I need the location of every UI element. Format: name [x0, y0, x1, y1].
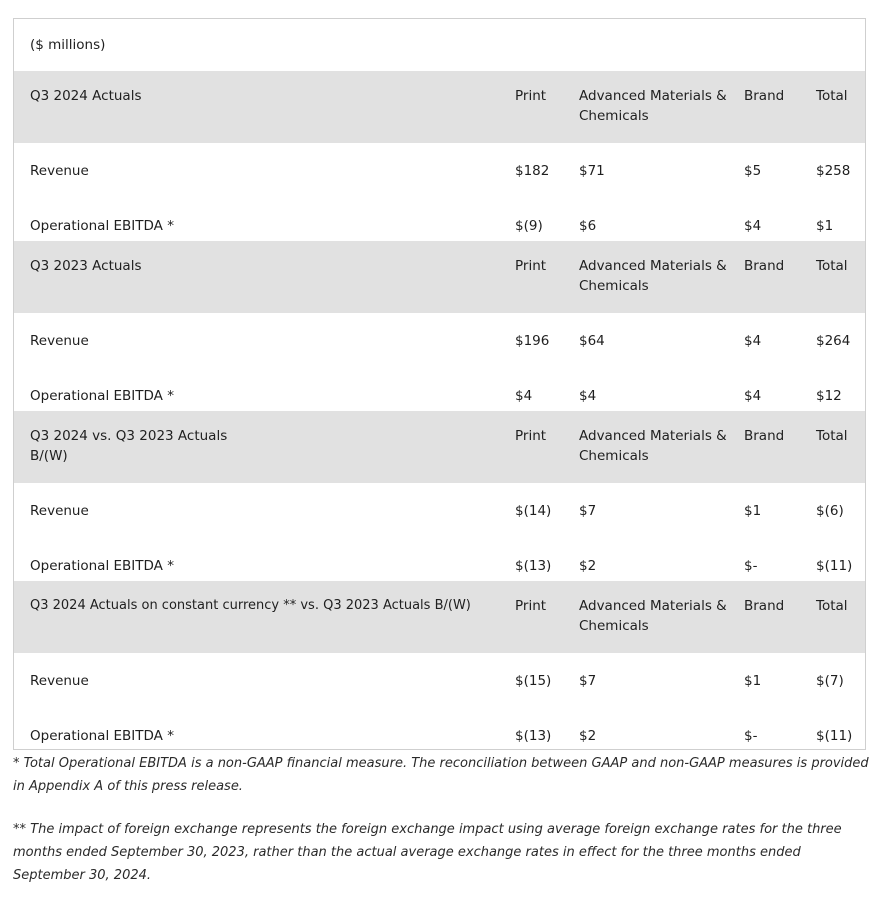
cell-amc: $64	[579, 333, 605, 349]
cell-print: $(13)	[515, 558, 552, 574]
cell-total: $(6)	[816, 503, 844, 519]
section-header-label: Q3 2024 Actuals on constant currency ** vs. Q3 2023 Actuals B/(W)	[30, 598, 471, 613]
cell-total: $(11)	[816, 728, 853, 744]
cell-print: $182	[515, 163, 550, 179]
section-header	[14, 581, 865, 653]
table-row	[14, 368, 865, 411]
footnote-ebitda: * Total Operational EBITDA is a non-GAAP financial measure. The reconciliation between GAAP and non-GAAP measures is provided in Appendix A of this press release.	[13, 756, 869, 794]
row-label: Operational EBITDA *	[30, 558, 174, 574]
section-header-label: Q3 2024 vs. Q3 2023 Actuals B/(W)	[30, 428, 228, 464]
column-header-amc: Advanced Materials & Chemicals	[579, 598, 727, 634]
financial-table	[13, 18, 866, 750]
cell-amc: $2	[579, 558, 597, 574]
column-header-print: Print	[515, 428, 547, 444]
cell-print: $4	[515, 388, 533, 404]
table-section-variance	[14, 411, 865, 581]
cell-brand: $4	[744, 218, 762, 234]
table-section-q3-2023	[14, 241, 865, 411]
row-label: Operational EBITDA *	[30, 218, 174, 234]
table-row	[14, 708, 865, 751]
column-header-amc: Advanced Materials & Chemicals	[579, 258, 727, 294]
cell-amc: $2	[579, 728, 597, 744]
row-label: Operational EBITDA *	[30, 728, 174, 744]
table-row	[14, 143, 865, 198]
table-row	[14, 313, 865, 368]
cell-amc: $6	[579, 218, 597, 234]
table-row	[14, 483, 865, 538]
cell-total: $(11)	[816, 558, 853, 574]
column-header-brand: Brand	[744, 598, 785, 614]
table-row	[14, 653, 865, 708]
column-header-print: Print	[515, 258, 547, 274]
cell-print: $(13)	[515, 728, 552, 744]
cell-amc: $7	[579, 673, 597, 689]
cell-brand: $1	[744, 503, 762, 519]
column-header-total: Total	[816, 598, 848, 614]
cell-print: $(15)	[515, 673, 552, 689]
footnotes	[13, 752, 871, 907]
row-label: Revenue	[30, 503, 89, 519]
cell-total: $12	[816, 388, 842, 404]
cell-amc: $71	[579, 163, 605, 179]
section-header-label: Q3 2023 Actuals	[30, 258, 142, 274]
section-header-label: Q3 2024 Actuals	[30, 88, 142, 104]
table-row	[14, 538, 865, 581]
column-header-amc: Advanced Materials & Chemicals	[579, 428, 727, 464]
cell-amc: $7	[579, 503, 597, 519]
column-header-total: Total	[816, 258, 848, 274]
row-label: Revenue	[30, 333, 89, 349]
row-label: Revenue	[30, 163, 89, 179]
column-header-print: Print	[515, 598, 547, 614]
cell-brand: $-	[744, 728, 758, 744]
section-header	[14, 71, 865, 143]
section-header	[14, 411, 865, 483]
cell-print: $(9)	[515, 218, 543, 234]
column-header-brand: Brand	[744, 88, 785, 104]
row-label: Operational EBITDA *	[30, 388, 174, 404]
column-header-total: Total	[816, 88, 848, 104]
column-header-brand: Brand	[744, 258, 785, 274]
column-header-print: Print	[515, 88, 547, 104]
row-label: Revenue	[30, 673, 89, 689]
cell-brand: $4	[744, 333, 762, 349]
table-section-q3-2024	[14, 71, 865, 241]
cell-brand: $1	[744, 673, 762, 689]
cell-amc: $4	[579, 388, 597, 404]
cell-print: $196	[515, 333, 550, 349]
cell-total: $(7)	[816, 673, 844, 689]
cell-brand: $5	[744, 163, 762, 179]
cell-brand: $-	[744, 558, 758, 574]
column-header-brand: Brand	[744, 428, 785, 444]
cell-total: $258	[816, 163, 851, 179]
cell-total: $1	[816, 218, 834, 234]
units-label: ($ millions)	[30, 37, 106, 53]
table-section-constant-currency	[14, 581, 865, 751]
cell-print: $(14)	[515, 503, 552, 519]
column-header-amc: Advanced Materials & Chemicals	[579, 88, 727, 124]
section-header	[14, 241, 865, 313]
footnote-fx: ** The impact of foreign exchange represents the foreign exchange impact using average foreign exchange rates for the three months ended September 30, 2023, rather than the actual average exchange rates in effect for the three months ended September 30, 2024.	[13, 822, 842, 883]
cell-brand: $4	[744, 388, 762, 404]
table-row	[14, 198, 865, 241]
cell-total: $264	[816, 333, 851, 349]
column-header-total: Total	[816, 428, 848, 444]
